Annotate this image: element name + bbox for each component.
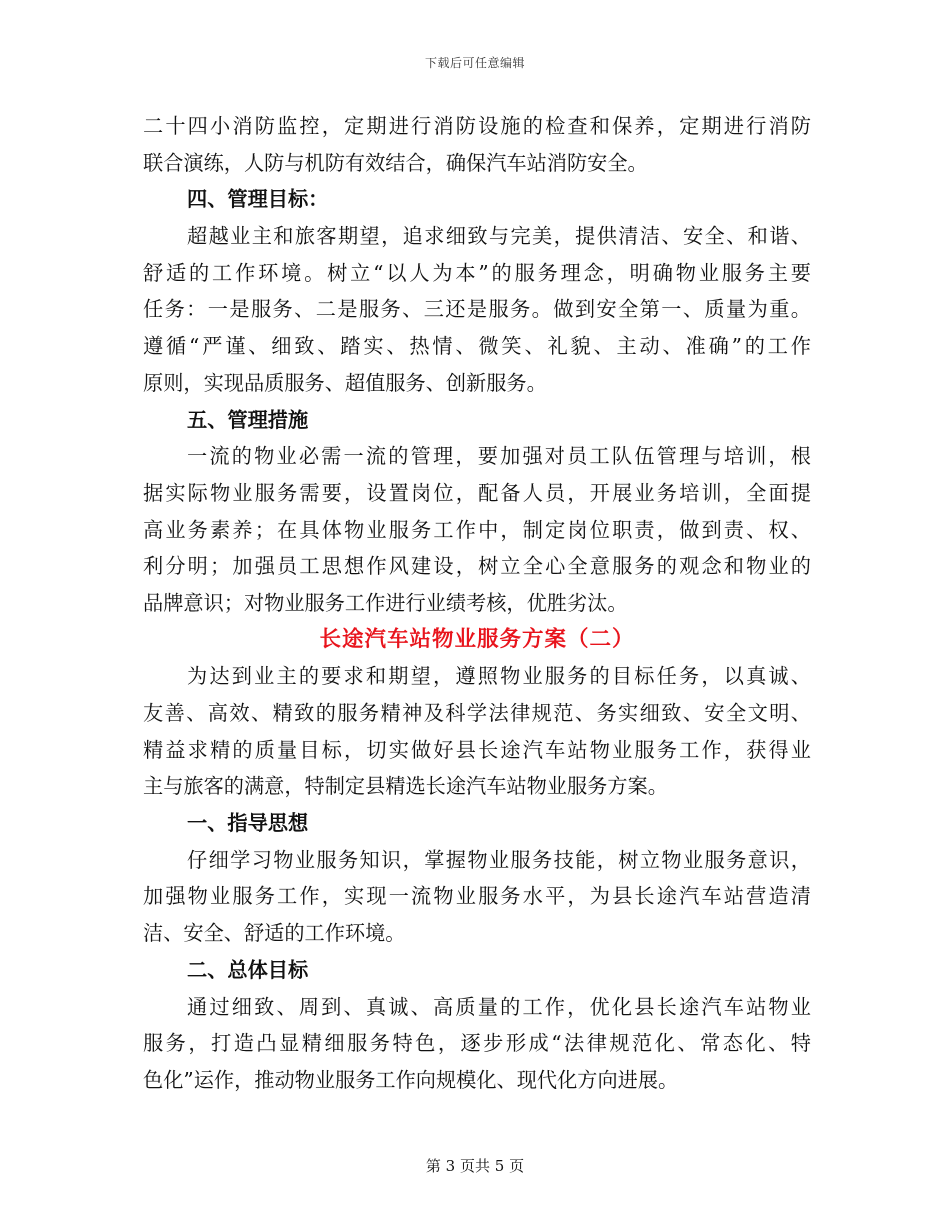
document-body bbox=[143, 108, 811, 1099]
section-heading: 二、总体目标 bbox=[187, 957, 309, 982]
paragraph-line: 精益求精的质量目标，切实做好县长途汽车站物业服务工作，获得业 bbox=[143, 737, 811, 762]
header-note: 下载后可任意编辑 bbox=[424, 56, 525, 70]
paragraph-line: 据实际物业服务需要，设置岗位，配备人员，开展业务培训，全面提 bbox=[143, 480, 811, 505]
paragraph-line: 色化”运作，推动物业服务工作向规模化、现代化方向进展。 bbox=[143, 1067, 679, 1092]
paragraph-line: 二十四小消防监控，定期进行消防设施的检查和保养，定期进行消防 bbox=[143, 114, 811, 138]
paragraph-line: 联合演练，人防与机防有效结合，确保汽车站消防安全。 bbox=[143, 150, 648, 175]
paragraph-first-line: 通过细致、周到、真诚、高质量的工作，优化县长途汽车站物业 bbox=[187, 994, 811, 1019]
paragraph-line: 洁、安全、舒适的工作环境。 bbox=[143, 921, 406, 946]
paragraph-line: 品牌意识；对物业服务工作进行业绩考核，优胜劣汰。 bbox=[143, 590, 628, 615]
paragraph-first-line: 仔细学习物业服务知识，掌握物业服务技能，树立物业服务意识， bbox=[187, 847, 811, 872]
paragraph-first-line: 一流的物业必需一流的管理，要加强对员工队伍管理与培训，根 bbox=[187, 444, 811, 469]
section-heading: 五、管理措施 bbox=[187, 407, 309, 432]
paragraph-line: 加强物业服务工作，实现一流物业服务水平，为县长途汽车站营造清 bbox=[143, 884, 811, 909]
paragraph-first-line: 为达到业主的要求和期望，遵照物业服务的目标任务，以真诚、 bbox=[187, 664, 811, 689]
paragraph-first-line: 超越业主和旅客期望，追求细致与完美，提供清洁、安全、和谐、 bbox=[187, 224, 811, 249]
paragraph-line: 遵循“严谨、细致、踏实、热情、微笑、礼貌、主动、准确”的工作 bbox=[143, 334, 811, 359]
paragraph-line: 舒适的工作环境。树立“以人为本”的服务理念，明确物业服务主要 bbox=[143, 260, 811, 285]
document-title: 长途汽车站物业服务方案（二） bbox=[319, 626, 635, 652]
paragraph-line: 主与旅客的满意，特制定县精选长途汽车站物业服务方案。 bbox=[143, 774, 668, 799]
page-number-footer: 第 3 页共 5 页 bbox=[425, 1157, 525, 1175]
section-heading: 四、管理目标： bbox=[187, 187, 329, 212]
section-heading: 一、指导思想 bbox=[187, 811, 309, 836]
paragraph-line: 友善、高效、精致的服务精神及科学法律规范、务实细致、安全文明、 bbox=[143, 701, 811, 725]
paragraph-line: 高业务素养；在具体物业服务工作中，制定岗位职责，做到责、权、 bbox=[143, 517, 811, 542]
paragraph-line: 任务：一是服务、二是服务、三还是服务。做到安全第一、质量为重。 bbox=[143, 297, 811, 322]
paragraph-line: 利分明；加强员工思想作风建设，树立全心全意服务的观念和物业的 bbox=[143, 554, 811, 579]
paragraph-line: 服务，打造凸显精细服务特色，逐步形成“法律规范化、常态化、特 bbox=[143, 1031, 811, 1056]
paragraph-line: 原则，实现品质服务、超值服务、创新服务。 bbox=[143, 370, 547, 395]
